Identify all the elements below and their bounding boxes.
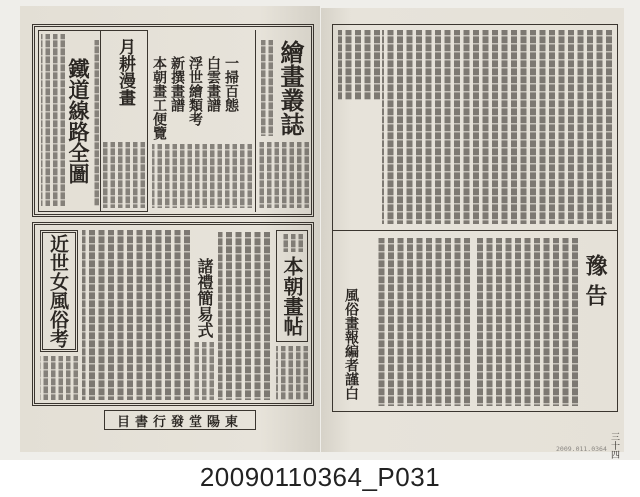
body-text-block bbox=[259, 40, 273, 136]
right-page bbox=[321, 8, 624, 459]
page-number: 三十四 bbox=[609, 432, 619, 459]
editor-signature: 風俗畫報編者謹白 bbox=[343, 288, 359, 400]
etiquette-title: 諸禮簡易式 bbox=[195, 258, 214, 338]
map-title: 鐵道線路全圖 bbox=[66, 58, 91, 184]
catalog-title-5: 本朝畫工便覽 bbox=[151, 56, 167, 140]
section-divider bbox=[332, 230, 618, 231]
body-text-block bbox=[103, 142, 145, 208]
image-caption: 20090110364_P031 bbox=[199, 462, 441, 492]
catalog-title-4: 新撰畫譜 bbox=[169, 56, 185, 112]
album-title: 本朝畫帖 bbox=[280, 256, 304, 336]
body-text-block bbox=[281, 234, 303, 252]
body-text-block bbox=[92, 40, 99, 206]
body-text-block bbox=[218, 232, 270, 400]
left-page bbox=[20, 6, 320, 452]
customs-title: 近世女風俗考 bbox=[47, 234, 69, 348]
subpanel-divider bbox=[100, 30, 101, 212]
body-text-block bbox=[82, 230, 190, 400]
catalog-title-1: 一掃百態 bbox=[223, 56, 239, 112]
publisher-catalog-banner: 東陽堂發行書目 bbox=[104, 410, 256, 430]
body-text-block bbox=[338, 30, 380, 100]
manga-title: 月耕漫畫 bbox=[115, 38, 135, 106]
body-text-block bbox=[378, 238, 470, 406]
body-text-block bbox=[41, 34, 65, 206]
catalog-title-2: 白雲畫譜 bbox=[205, 56, 221, 112]
body-text-block bbox=[152, 144, 252, 208]
catalog-title-3: 浮世繪類考 bbox=[187, 56, 203, 126]
body-text-block bbox=[476, 238, 578, 406]
body-text-block bbox=[382, 30, 612, 224]
magazine-title: 繪畫叢誌 bbox=[276, 40, 305, 136]
archive-stamp: 2009.011.0364 bbox=[556, 445, 607, 453]
body-text-block bbox=[194, 342, 214, 400]
body-text-block bbox=[259, 142, 309, 208]
body-text-block bbox=[276, 346, 308, 400]
title-column-divider bbox=[255, 30, 256, 212]
notice-heading: 豫告 bbox=[582, 254, 608, 314]
body-text-block bbox=[40, 356, 78, 400]
